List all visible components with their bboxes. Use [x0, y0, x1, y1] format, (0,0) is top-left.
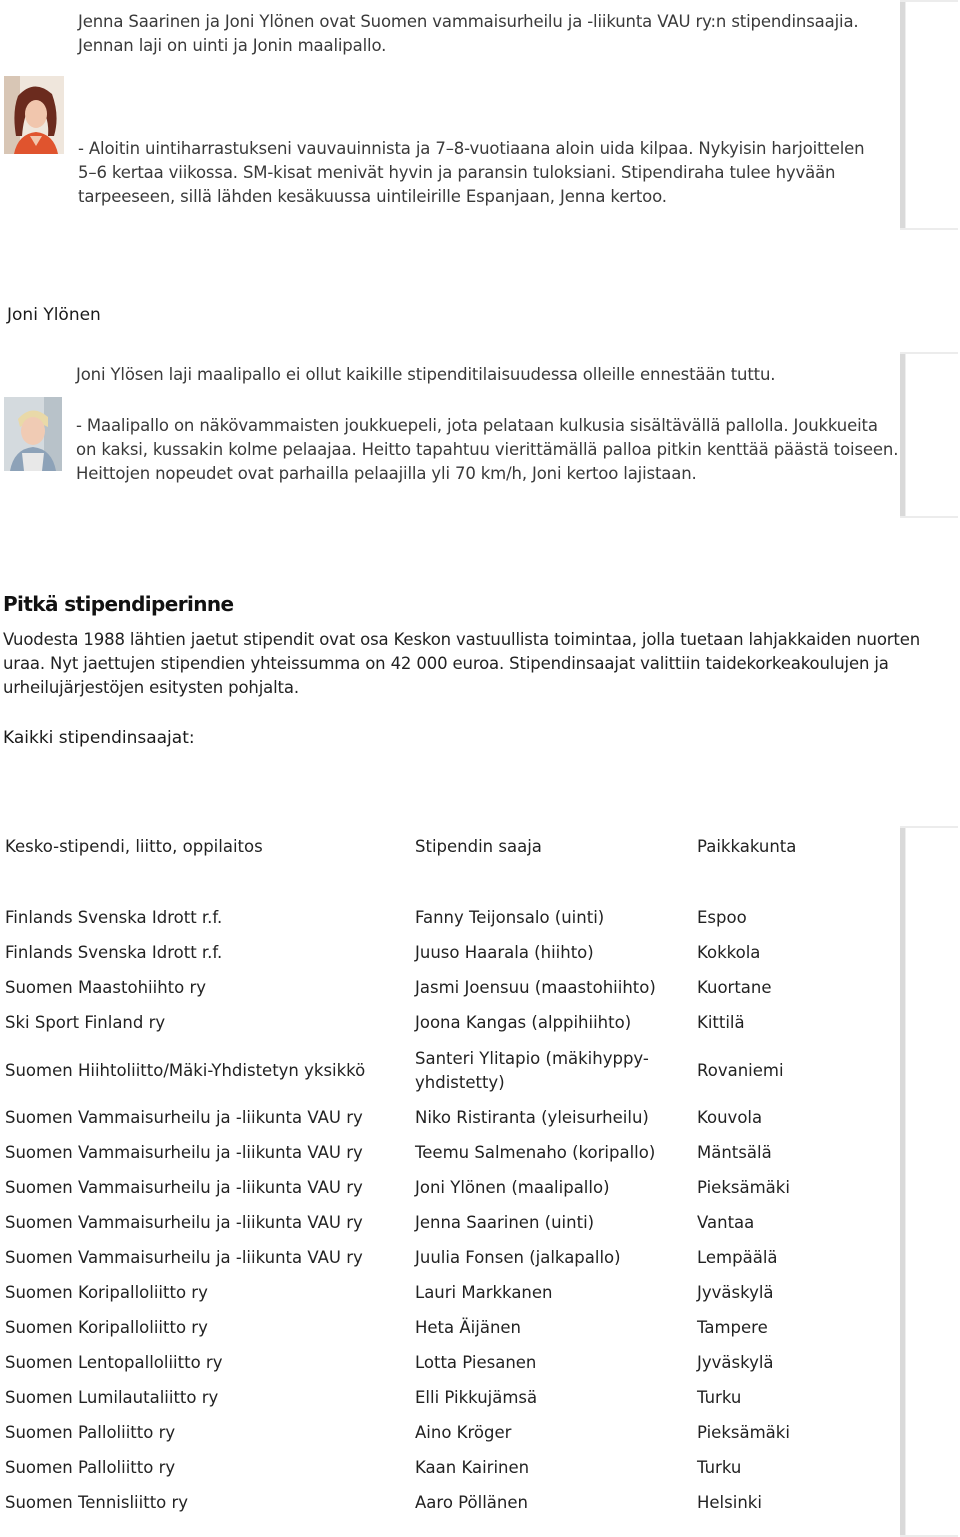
- table-cell-town: Rovaniemi: [697, 1061, 784, 1080]
- table-cell-town: Jyväskylä: [697, 1353, 774, 1372]
- joni-heading: Joni Ylönen: [7, 305, 101, 325]
- table-cell-town: Jyväskylä: [697, 1283, 774, 1302]
- table-cell-organization: Suomen Vammaisurheilu ja -liikunta VAU ry: [5, 1143, 363, 1162]
- table-cell-recipient: Aaro Pöllänen: [415, 1493, 528, 1512]
- table-cell-organization: Suomen Tennisliitto ry: [5, 1493, 189, 1512]
- jenna-quote-line: - Aloitin uintiharrastukseni vauvauinnista ja 7–8-vuotiaana aloin uida kilpaa. Nykyisin harjoittelen: [78, 139, 865, 158]
- tradition-line: urheilujärjestöjen esitysten pohjalta.: [3, 678, 299, 697]
- table-cell-town: Kuortane: [697, 978, 772, 997]
- table-cell-town: Helsinki: [697, 1493, 762, 1512]
- table-cell-recipient: Joona Kangas (alppihiihto): [415, 1013, 632, 1032]
- table-cell-recipient: Teemu Salmenaho (koripallo): [415, 1143, 656, 1162]
- table-cell-organization: Suomen Palloliitto ry: [5, 1458, 176, 1477]
- tradition-line: Vuodesta 1988 lähtien jaetut stipendit ovat osa Keskon vastuullista toimintaa, jolla tuetaan lahjakkaiden nuorten: [3, 630, 921, 649]
- page-edge-panel: [900, 352, 958, 518]
- joni-quote-line: on kaksi, kussakin kolme pelaajaa. Heitto tapahtuu vierittämällä palloa pitkin kenttää päästä toiseen.: [76, 440, 899, 459]
- table-cell-town: Kouvola: [697, 1108, 763, 1127]
- table-header-recipient: Stipendin saaja: [415, 837, 542, 856]
- table-cell-recipient: Heta Äijänen: [415, 1318, 522, 1337]
- table-cell-organization: Suomen Lumilautaliitto ry: [5, 1388, 219, 1407]
- table-cell-recipient-line: yhdistetty): [415, 1073, 505, 1092]
- table-cell-recipient: Juuso Haarala (hiihto): [415, 943, 594, 962]
- table-cell-recipient: Kaan Kairinen: [415, 1458, 530, 1477]
- table-cell-recipient: Niko Ristiranta (yleisurheilu): [415, 1108, 649, 1127]
- table-cell-organization: Suomen Hiihtoliitto/Mäki-Yhdistetyn yksikkö: [5, 1061, 366, 1080]
- table-cell-town: Lempäälä: [697, 1248, 778, 1267]
- table-header-organization: Kesko-stipendi, liitto, oppilaitos: [5, 837, 263, 856]
- table-cell-organization: Suomen Lentopalloliitto ry: [5, 1353, 223, 1372]
- table-cell-organization: Suomen Vammaisurheilu ja -liikunta VAU ry: [5, 1108, 363, 1127]
- table-cell-town: Pieksämäki: [697, 1178, 790, 1197]
- table-cell-organization: Finlands Svenska Idrott r.f.: [5, 908, 223, 927]
- table-cell-town: Turku: [697, 1458, 742, 1477]
- table-cell-organization: Suomen Palloliitto ry: [5, 1423, 176, 1442]
- table-cell-organization: Suomen Koripalloliitto ry: [5, 1318, 208, 1337]
- table-cell-organization: Ski Sport Finland ry: [5, 1013, 166, 1032]
- table-cell-recipient: Jasmi Joensuu (maastohiihto): [415, 978, 656, 997]
- table-cell-town: Espoo: [697, 908, 747, 927]
- table-header-town: Paikkakunta: [697, 837, 797, 856]
- all-recipients-label: Kaikki stipendinsaajat:: [3, 728, 195, 748]
- intro-line: Jennan laji on uinti ja Jonin maalipallo.: [78, 36, 387, 55]
- intro-line: Jenna Saarinen ja Joni Ylönen ovat Suomen vammaisurheilu ja -liikunta VAU ry:n stipendinsaajia.: [78, 12, 859, 31]
- table-cell-recipient: [415, 1047, 649, 1095]
- table-cell-town: Mäntsälä: [697, 1143, 772, 1162]
- table-cell-recipient: Aino Kröger: [415, 1423, 512, 1442]
- jenna-quote-line: 5–6 kertaa viikossa. SM-kisat menivät hyvin ja paransin tuloksiani. Stipendiraha tulee hyvään: [78, 163, 836, 182]
- jenna-quote-line: tarpeeseen, sillä lähden kesäkuussa uintileirille Espanjaan, Jenna kertoo.: [78, 187, 667, 206]
- joni-quote-line: Heittojen nopeudet ovat parhailla pelaajilla yli 70 km/h, Joni kertoo lajistaan.: [76, 464, 697, 483]
- table-cell-recipient: Jenna Saarinen (uinti): [415, 1213, 595, 1232]
- table-cell-town: Turku: [697, 1388, 742, 1407]
- table-cell-organization: Suomen Vammaisurheilu ja -liikunta VAU ry: [5, 1213, 363, 1232]
- table-cell-town: Kittilä: [697, 1013, 745, 1032]
- table-cell-organization: Suomen Koripalloliitto ry: [5, 1283, 208, 1302]
- page-edge-panel: [900, 0, 958, 230]
- joni-intro: Joni Ylösen laji maalipallo ei ollut kaikille stipenditilaisuudessa olleille ennestään tuttu.: [76, 365, 776, 384]
- page-edge-panel: [900, 826, 958, 1537]
- table-cell-recipient: Fanny Teijonsalo (uinti): [415, 908, 605, 927]
- table-cell-town: Kokkola: [697, 943, 761, 962]
- table-cell-recipient: Lauri Markkanen: [415, 1283, 553, 1302]
- joni-quote-line: - Maalipallo on näkövammaisten joukkuepeli, jota pelataan kulkusia sisältävällä pallolla. Joukkueita: [76, 416, 878, 435]
- table-cell-recipient-line: Santeri Ylitapio (mäkihyppy-: [415, 1049, 649, 1068]
- table-cell-recipient: Juulia Fonsen (jalkapallo): [415, 1248, 621, 1267]
- table-cell-recipient: Elli Pikkujämsä: [415, 1388, 538, 1407]
- table-cell-organization: Finlands Svenska Idrott r.f.: [5, 943, 223, 962]
- table-cell-town: Vantaa: [697, 1213, 755, 1232]
- table-cell-town: Tampere: [697, 1318, 768, 1337]
- table-cell-recipient: Joni Ylönen (maalipallo): [415, 1178, 610, 1197]
- table-cell-recipient: Lotta Piesanen: [415, 1353, 537, 1372]
- table-cell-organization: Suomen Vammaisurheilu ja -liikunta VAU ry: [5, 1248, 363, 1267]
- tradition-heading: Pitkä stipendiperinne: [3, 592, 234, 616]
- table-cell-organization: Suomen Vammaisurheilu ja -liikunta VAU ry: [5, 1178, 363, 1197]
- table-cell-organization: Suomen Maastohiihto ry: [5, 978, 207, 997]
- table-cell-town: Pieksämäki: [697, 1423, 790, 1442]
- tradition-line: uraa. Nyt jaettujen stipendien yhteissumma on 42 000 euroa. Stipendinsaajat valittiin taidekorkeakoulujen ja: [3, 654, 889, 673]
